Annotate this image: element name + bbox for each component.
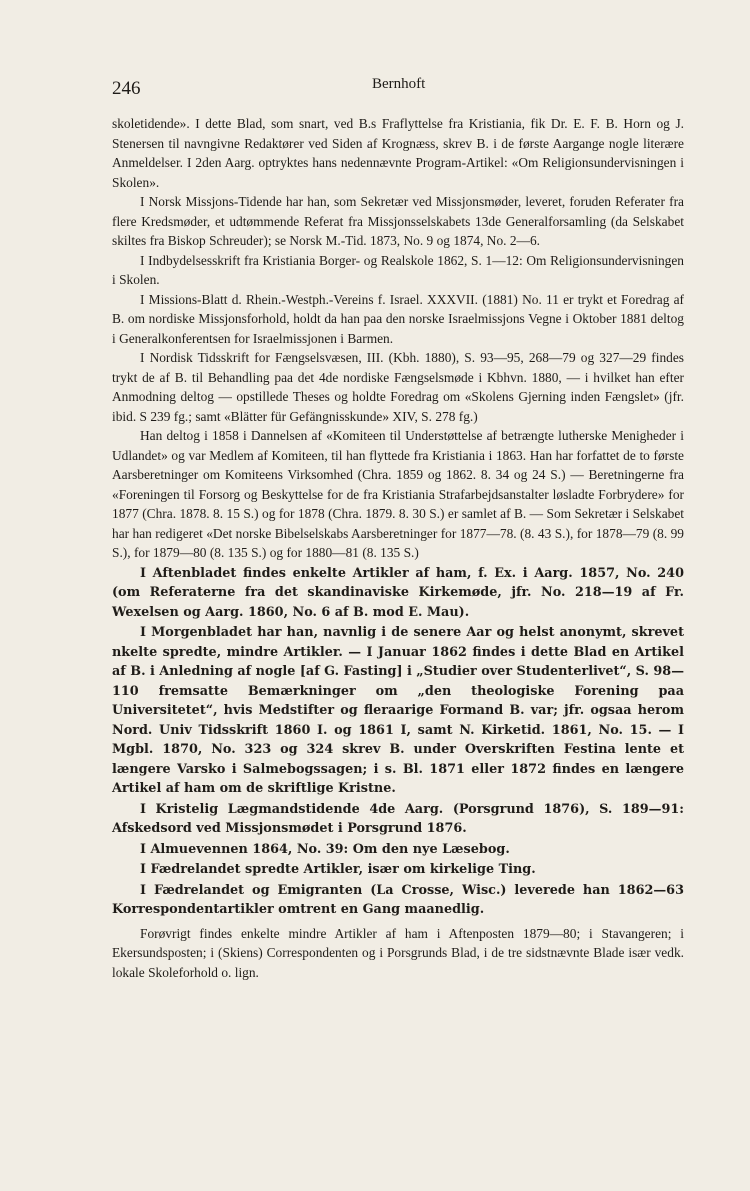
- paragraph-emigranten: I Fædrelandet og Emigranten (La Crosse, Wisc.) leverede han 1862—63 Korrespondentartikler omtrent en Gang maanedlig.: [112, 882, 684, 917]
- paragraph-aftenbladet: I Aftenbladet findes enkelte Artikler af ham, f. Ex. i Aarg. 1857, No. 240 (om Referaterne fra det skandinaviske Kirkemøde, jfr. No. 218—19 af Fr. Wexelsen og Aarg. 1860, No. 6 af B. mod E. Mau).: [112, 565, 684, 620]
- paragraph-laegmandstidende: I Kristelig Lægmandstidende 4de Aarg. (Porsgrund 1876), S. 189—91: Afskedsord ved Missjonsmødet i Porsgrund 1876.: [112, 801, 684, 836]
- paragraph-morgenbladet: I Morgenbladet har han, navnlig i de senere Aar og helst anonymt, skrevet nkelte spredte, mindre Artikler. — I Januar 1862 findes i dette Blad en Artikel af B. i Anledning af nogle [af G. Fasting] i „Studier over Studenterlivet“, S. 98—110 fremsatte Bemærkninger om „den theologiske Forening paa Universitetet“, hvis Medstifter og fleraarige Formand B. var; jfr. ogsaa herom Nord. Univ Tidsskrift 1860 I. og 1861 I, samt N. Kirketid. 1861, No. 15. — I Mgbl. 1870, No. 323 og 324 skrev B. under Overskriften Festina lente et længere Varsko i Salmebogssagen; i s. Bl. 1871 eller 1872 findes en længere Artikel af ham om de skriftlige Kristne.: [112, 625, 684, 796]
- paragraph-komiteen: Han deltog i 1858 i Dannelsen af «Komiteen til Understøttelse af betrængte lutherske Menigheder i Udlandet» og var Medlem af Komiteen, til han flyttede fra Kristiania i 1863. Han har forfattet de to første Aarsberetninger om Komiteens Virksomhed (Chra. 1859 og 1862. 8. 34 og 24 S.) — Beretningerne fra «Foreningen til Forsorg og Beskyttelse for de fra Kristiania Strafarbejdsanstalter løsladte Forbrydere» for 1877 (Chra. 1878. 8. 15 S.) og for 1878 (Chra. 1879. 8. 30 S.) er samlet af B. — Som Sekretær i Selskabet har han redigeret «Det norske Bibelselskabs Aarsberetninger for 1877—78. (8. 43 S.), for 1878—79 (8. 99 S.), for 1879—80 (8. 135 S.) og for 1880—81 (8. 135 S.): [112, 428, 684, 560]
- body-text: [112, 114, 684, 982]
- page-header: [112, 76, 682, 102]
- paragraph-skoletidende: skoletidende». I dette Blad, som snart, ved B.s Fraflyttelse fra Kristiania, fik Dr. E. F. B. Horn og J. Stenersen til navngivne Redaktører ved Siden af Krognæss, skrev B. i de første Aargange nogle literære Anmeldelser. I 2den Aarg. optryktes hans nedennævnte Program-Artikel: «Om Religionsundervisningen i Skolen».: [112, 116, 684, 190]
- paragraph-indbydelsesskrift: I Indbydelsesskrift fra Kristiania Borger- og Realskole 1862, S. 1—12: Om Religionsundervisningen i Skolen.: [112, 252, 684, 287]
- running-title: Bernhoft: [372, 76, 426, 92]
- paragraph-faengselsvaesen: I Nordisk Tidsskrift for Fængselsvæsen, III. (Kbh. 1880), S. 93—95, 268—79 og 327—29 findes trykt de af B. til Behandling paa det 4de nordiske Fængselsmøde i Kbhvn. 1880, — i hvilket han efter Anmodning deltog — opstillede Theses og holdte Foredrag om «Skolens Gjerning inden Fængslet» (jfr. ibid. S 239 fg.; samt «Blätter für Gefängnisskunde» XIV, S. 278 fg.): [112, 350, 684, 424]
- paragraph-faedrelandet: I Fædrelandet spredte Artikler, især om kirkelige Ting.: [140, 862, 536, 877]
- page-number: 246: [112, 78, 141, 99]
- paragraph-closing: Forøvrigt findes enkelte mindre Artikler af ham i Aftenposten 1879—80; i Stavangeren; i Ekersundsposten; i (Skiens) Correspondenten og i Porsgrunds Blad, i de tre sidstnævnte Blade især vedk. lokale Skoleforhold o. lign.: [112, 925, 684, 980]
- paragraph-almuevennen: I Almuevennen 1864, No. 39: Om den nye Læsebog.: [140, 841, 510, 857]
- paragraph-missjons-tidende: I Norsk Missjons-Tidende har han, som Sekretær ved Missjonsmøder, leveret, foruden Referater fra flere Kredsmøder, et udtømmende Referat fra Missjonsselskabets 13de Generalforsamling (da Selskabet skiltes fra Biskop Schreuder); se Norsk M.-Tid. 1873, No. 9 og 1874, No. 2—6.: [112, 194, 684, 248]
- paragraph-missions-blatt: I Missions-Blatt d. Rhein.-Westph.-Vereins f. Israel. XXXVII. (1881) No. 11 er trykt et Foredrag af B. om nordiske Missjonsforhold, holdt da han paa den norske Israelmissjons Vegne i Oktober 1881 deltog i Generalkonferentsen for Israelmissjonen i Barmen.: [112, 291, 684, 346]
